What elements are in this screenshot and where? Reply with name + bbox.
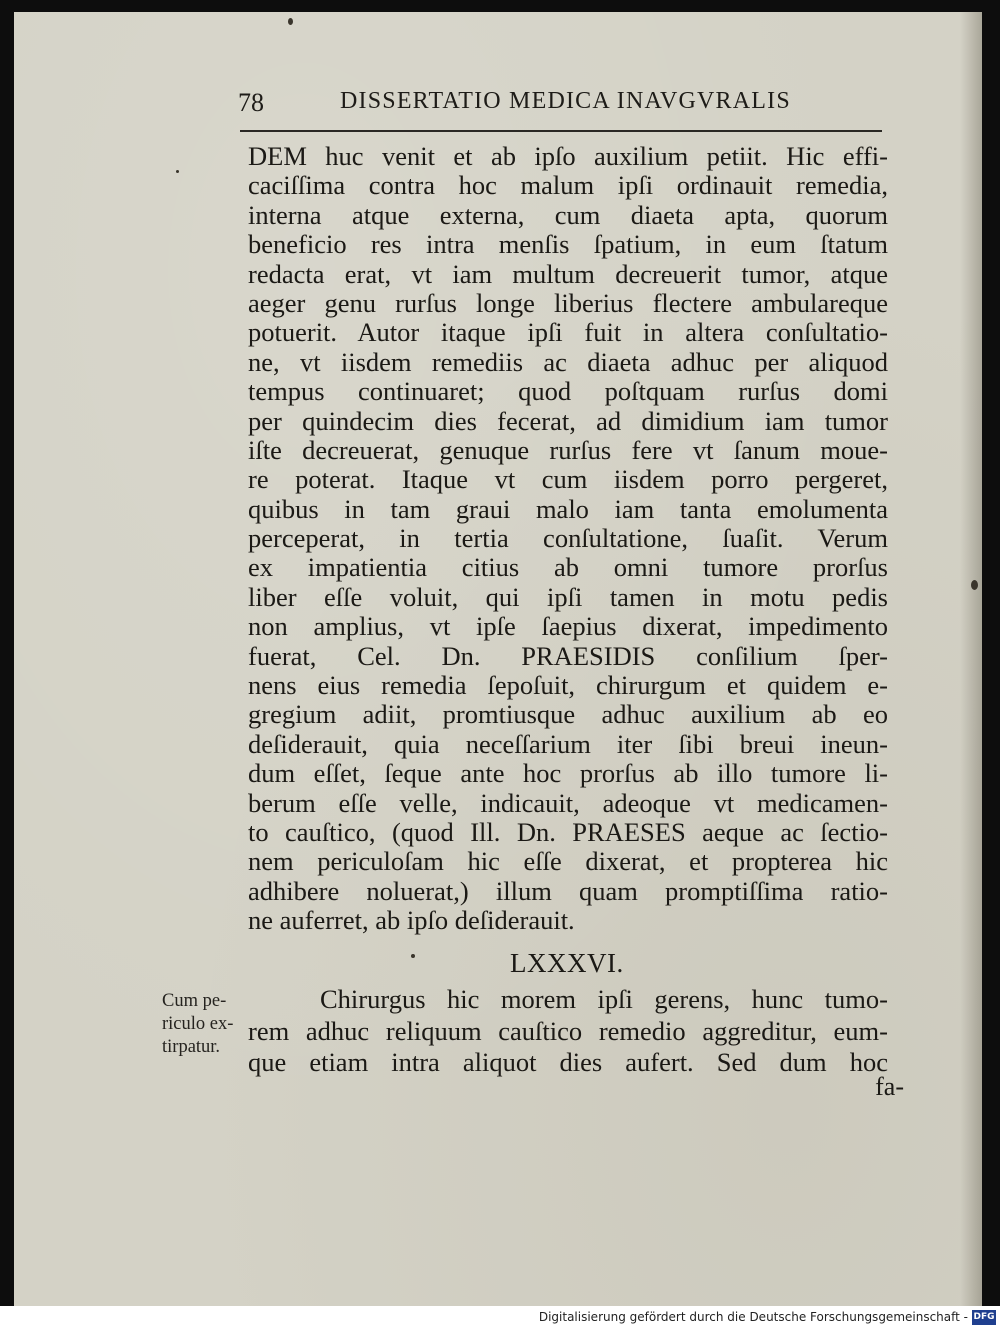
section-heading: LXXXVI. (510, 948, 624, 978)
body-text (248, 142, 888, 936)
text-line: deſiderauit, quia neceſſarium iter ſibi breui ineun- (248, 728, 888, 759)
page-edge-shadow (960, 12, 982, 1306)
text-line: iſte decreuerat, genuque rurſus fere vt ſanum moue- (248, 434, 888, 465)
text-line: adhibere noluerat,) illum quam promptiſſima ratio- (248, 875, 888, 906)
ink-speck (411, 954, 415, 958)
text-line: interna atque externa, cum diaeta apta, quorum (248, 199, 888, 230)
margin-note-line: riculo ex- (162, 1014, 234, 1034)
text-line: Chirurgus hic morem ipſi gerens, hunc tumo- (320, 984, 888, 1014)
text-line: ne auferret, ab ipſo deſiderauit. (248, 905, 575, 936)
ink-speck (176, 170, 179, 173)
text-line: beneficio res intra menſis ſpatium, in eum ſtatum (248, 229, 888, 260)
text-line: dum eſſet, ſeque ante hoc prorſus ab illo tumore li- (248, 758, 888, 789)
text-line: nem periculoſam hic eſſe dixerat, et propterea hic (248, 846, 888, 877)
header-rule (240, 130, 882, 132)
text-line: caciſſima contra hoc malum ipſi ordinauit remedia, (248, 170, 888, 201)
text-line: to cauſtico, (quod Ill. Dn. PRAESES aeque ac ſectio- (248, 816, 888, 847)
margin-note-line: Cum pe- (162, 991, 227, 1011)
text-line: que etiam intra aliquot dies aufert. Sed dum hoc (248, 1047, 888, 1077)
text-line: per quindecim dies fecerat, ad dimidium iam tumor (248, 405, 888, 436)
text-line: nens eius remedia ſepoſuit, chirurgum et quidem e- (248, 670, 888, 701)
section-text (248, 984, 888, 1079)
text-line: non amplius, vt ipſe ſaepius dixerat, impedimento (248, 611, 888, 642)
text-line: fuerat, Cel. Dn. PRAESIDIS conſilium ſper- (248, 640, 888, 671)
text-line: tempus continuaret; quod poſtquam rurſus domi (248, 376, 888, 407)
text-line: aeger genu rurſus longe liberius flectere ambulareque (248, 287, 888, 318)
text-line: quibus in tam graui malo iam tanta emolumenta (248, 493, 888, 524)
text-line: gregium adiit, promtiusque adhuc auxilium ab eo (248, 699, 888, 730)
text-line: DEM huc venit et ab ipſo auxilium petiit. Hic effi- (248, 141, 888, 171)
ink-speck (288, 18, 293, 25)
text-line: ex impatientia citius ab omni tumore prorſus (248, 552, 888, 583)
text-line: perceperat, in tertia conſultatione, ſuaſit. Verum (248, 523, 888, 554)
running-head (238, 88, 878, 128)
page-number: 78 (238, 88, 264, 117)
text-line: berum eſſe velle, indicauit, adeoque vt medicamen- (248, 787, 888, 818)
running-title: DISSERTATIO MEDICA INAVGVRALIS (340, 88, 791, 114)
text-line: rem adhuc reliquum cauſtico remedio aggreditur, eum- (248, 1015, 888, 1046)
text-line: redacta erat, vt iam multum decreuerit tumor, atque (248, 258, 888, 289)
text-line: potuerit. Autor itaque ipſi fuit in altera conſultatio- (248, 317, 888, 348)
ink-speck (971, 580, 978, 590)
text-line: ne, vt iisdem remediis ac diaeta adhuc per aliquod (248, 346, 888, 377)
funding-credit: Digitalisierung gefördert durch die Deutsche Forschungsgemeinschaft - (538, 1310, 968, 1324)
digitization-footer (0, 1306, 1000, 1330)
margin-note-line: tirpatur. (162, 1037, 221, 1057)
catchword: fa- (875, 1072, 904, 1101)
dfg-logo-icon[interactable]: DFG (972, 1310, 996, 1325)
text-line: liber eſſe voluit, qui ipſi tamen in motu pedis (248, 581, 888, 612)
text-line: re poterat. Itaque vt cum iisdem porro pergeret, (248, 464, 888, 495)
margin-note (162, 990, 258, 1059)
